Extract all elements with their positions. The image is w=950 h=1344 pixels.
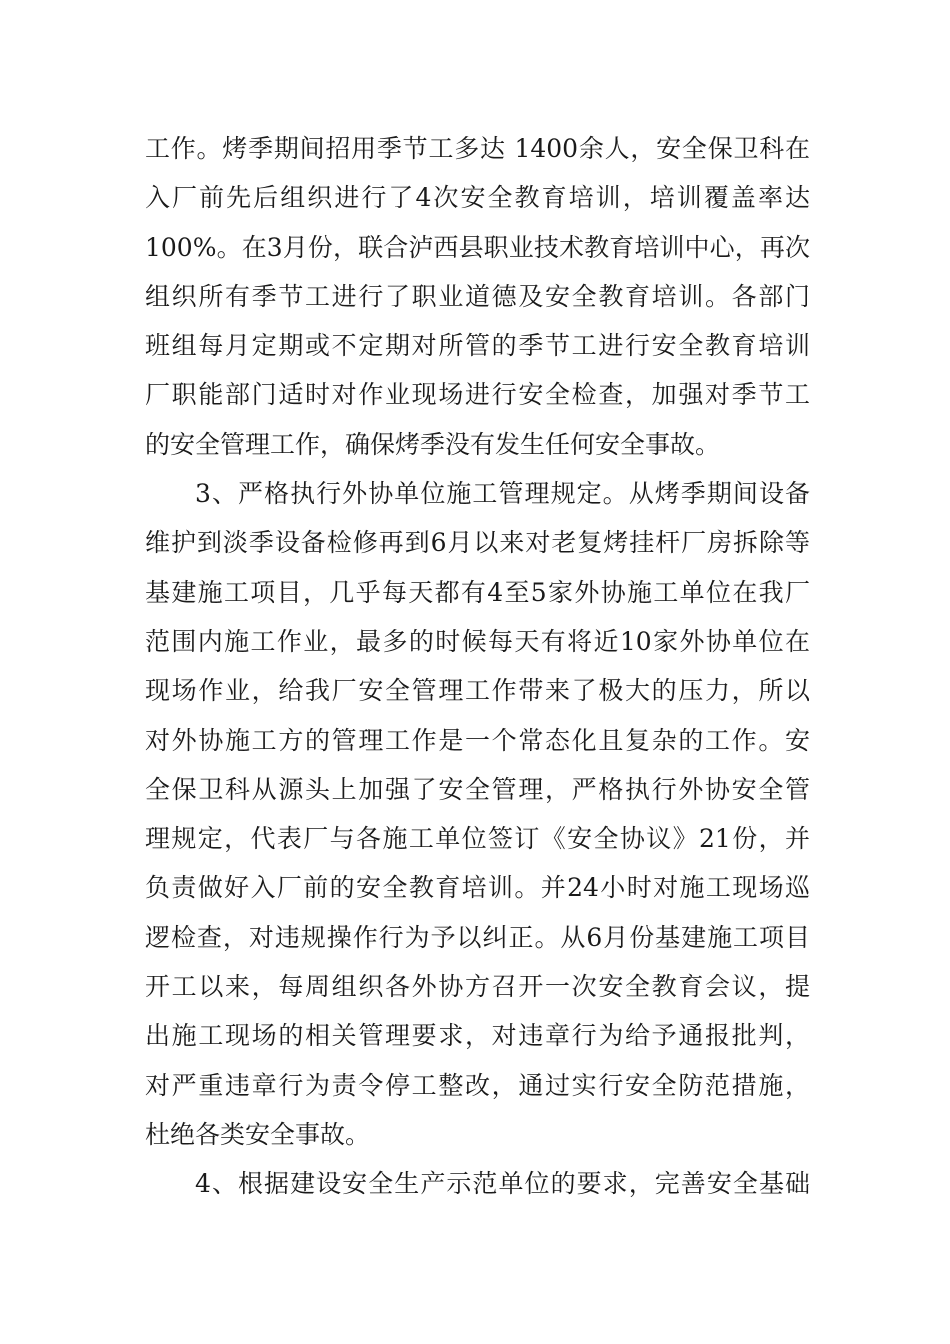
text-line: 班组每月定期或不定期对所管的季节工进行安全教育培训 <box>145 331 810 361</box>
text-line: 范围内施工作业，最多的时候每天有将近10家外协单位在 <box>145 626 810 656</box>
text-line: 组织所有季节工进行了职业道德及安全教育培训。各部门 <box>145 281 810 311</box>
text-line: 负责做好入厂前的安全教育培训。并24小时对施工现场巡 <box>145 873 810 903</box>
text-line: 工作。烤季期间招用季节工多达 1400余人，安全保卫科在 <box>145 134 810 163</box>
text-line: 3、严格执行外协单位施工管理规定。从烤季期间设备 <box>195 479 810 509</box>
text-line: 的安全管理工作，确保烤季没有发生任何安全事故。 <box>145 429 721 459</box>
text-line: 对外协施工方的管理工作是一个常态化且复杂的工作。安 <box>145 725 810 755</box>
text-line: 厂职能部门适时对作业现场进行安全检查，加强对季节工 <box>145 380 810 410</box>
text-line: 现场作业，给我厂安全管理工作带来了极大的压力，所以 <box>145 676 810 706</box>
text-line: 对严重违章行为责令停工整改，通过实行安全防范措施， <box>145 1070 810 1100</box>
body-text <box>145 124 810 1209</box>
text-line: 理规定，代表厂与各施工单位签订《安全协议》21份，并 <box>145 824 810 854</box>
text-line: 杜绝各类安全事故。 <box>145 1119 371 1149</box>
text-line: 基建施工项目，几乎每天都有4至5家外协施工单位在我厂 <box>145 577 810 607</box>
text-line: 入厂前先后组织进行了4次安全教育培训，培训覆盖率达 <box>145 183 810 213</box>
text-line: 4、根据建设安全生产示范单位的要求，完善安全基础 <box>195 1169 810 1199</box>
text-line: 逻检查，对违规操作行为予以纠正。从6月份基建施工项目 <box>145 922 810 952</box>
text-line: 全保卫科从源头上加强了安全管理，严格执行外协安全管 <box>145 774 810 804</box>
text-line: 100%。在3月份，联合泸西县职业技术教育培训中心，再次 <box>145 232 810 262</box>
text-line: 出施工现场的相关管理要求，对违章行为给予通报批判， <box>145 1021 810 1051</box>
text-line: 开工以来，每周组织各外协方召开一次安全教育会议，提 <box>145 972 810 1002</box>
text-line: 维护到淡季设备检修再到6月以来对老复烤挂杆厂房拆除等 <box>145 528 810 558</box>
